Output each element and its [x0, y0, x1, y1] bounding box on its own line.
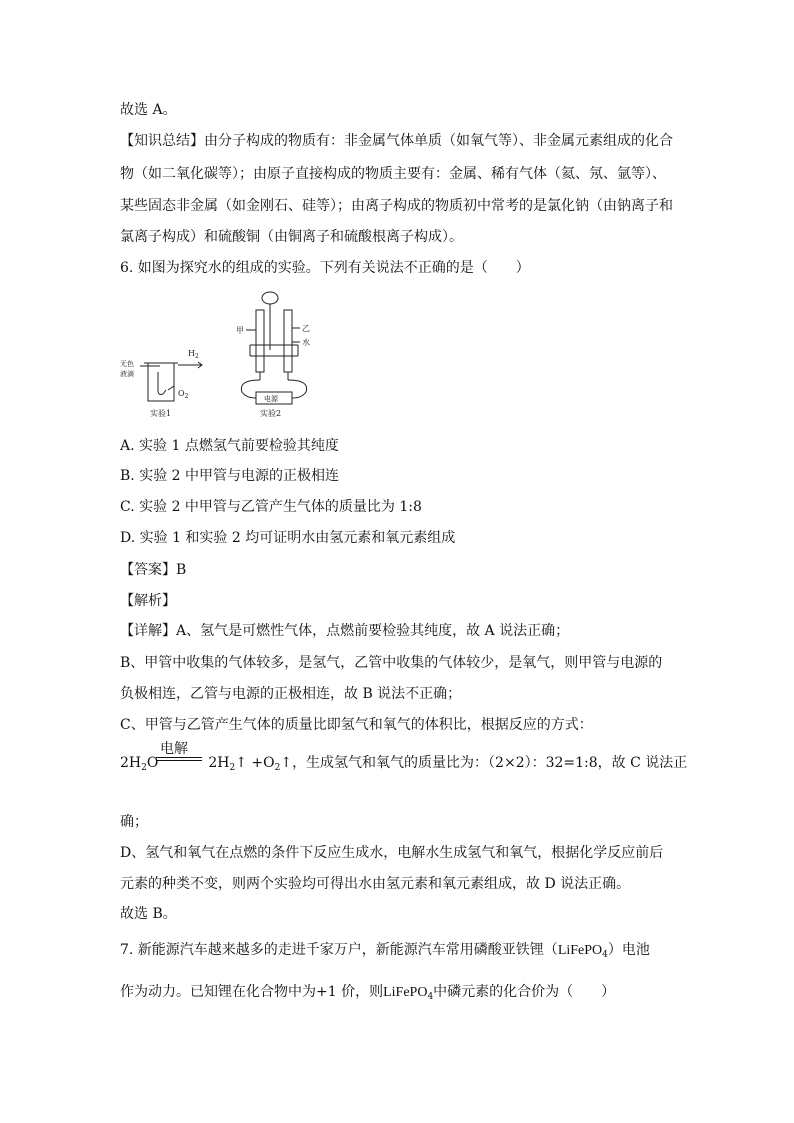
tube-b-label: 乙 [302, 324, 310, 333]
equation-text: $2H_2O$ $2H_2↑$ $+O_2↑$，生成氢气和氧气的质量比为：（2×2）：32=1:8，故 C 说法正 [120, 755, 688, 773]
water-label: 水 [302, 338, 310, 347]
text-line: 故选 B。 [120, 906, 177, 922]
option-d: D. 实验 1 和实验 2 均可证明水由氢元素和氧元素组成 [120, 530, 456, 546]
text-line: 元素的种类不变，则两个实验均可得出水由氢元素和氧元素组成，故 D 说法正确。 [120, 876, 631, 892]
text-line: 物（如二氧化碳等）；由原子直接构成的物质主要有：金属、稀有气体（氦、氖、氩等）、 [120, 166, 666, 182]
text-line: 作为动力。已知锂在化合物中为+1 价，则LiFePO$_4$中磷元素的化合价为（ ） [120, 984, 616, 1002]
option-b: B. 实验 2 中甲管与电源的正极相连 [120, 468, 339, 484]
answer-label: 【答案】B [120, 562, 187, 578]
experiment-figure [118, 290, 368, 420]
analysis-label: 【解析】 [120, 593, 176, 609]
experiment-1-diagram [140, 362, 202, 401]
text-line: 负极相连，乙管与电源的正极相连，故 B 说法不正确； [120, 686, 462, 702]
question-6: 6. 如图为探究水的组成的实验。下列有关说法不正确的是（ ） [120, 260, 530, 276]
text-line: D、氢气和氧气在点燃的条件下反应生成水，电解水生成氢气和氧气，根据化学反应前后 [120, 845, 664, 861]
equation-condition: 电解 [160, 741, 188, 757]
text-line: 【详解】A、氢气是可燃性气体，点燃前要检验其纯度，故 A 说法正确； [120, 623, 570, 639]
text-line: 故选 A。 [120, 102, 177, 118]
option-a: A. 实验 1 点燃氢气前要检验其纯度 [120, 438, 339, 454]
experiment-2-label: 实验2 [260, 409, 282, 418]
text-line: C、甲管与乙管产生气体的质量比即氢气和氧气的体积比，根据反应的方式： [120, 717, 593, 733]
option-c: C. 实验 2 中甲管与乙管产生气体的质量比为 1:8 [120, 499, 422, 515]
text-line: B、甲管中收集的气体较多，是氢气，乙管中收集的气体较少，是氧气，则甲管与电源的 [120, 655, 663, 671]
droplets-label: 液滴 [120, 370, 134, 378]
tube-a-label: 甲 [236, 326, 244, 335]
experiment-1-label: 实验1 [150, 409, 172, 418]
colorless-label: 无色 [120, 360, 134, 368]
power-supply-label: 电源 [264, 395, 278, 403]
h2-label: $H_2$ [188, 349, 199, 360]
chemical-equation [120, 738, 688, 778]
experiment-2-diagram [241, 292, 306, 404]
text-line: 氯离子构成）和硫酸铜（由铜离子和硫酸根离子构成）。 [120, 229, 463, 245]
text-line: 确； [120, 814, 148, 830]
text-line: 某些固态非金属（如金刚石、硅等）；由离子构成的物质初中常考的是氯化钠（由钠离子和 [120, 198, 673, 214]
o2-label: $O_2$ [178, 389, 189, 400]
text-line: 【知识总结】由分子构成的物质有：非金属气体单质（如氧气等）、非金属元素组成的化合 [120, 133, 673, 149]
question-7: 7. 新能源汽车越来越多的走进千家万户，新能源汽车常用磷酸亚铁锂（LiFePO$_4$）电池 [120, 942, 650, 960]
